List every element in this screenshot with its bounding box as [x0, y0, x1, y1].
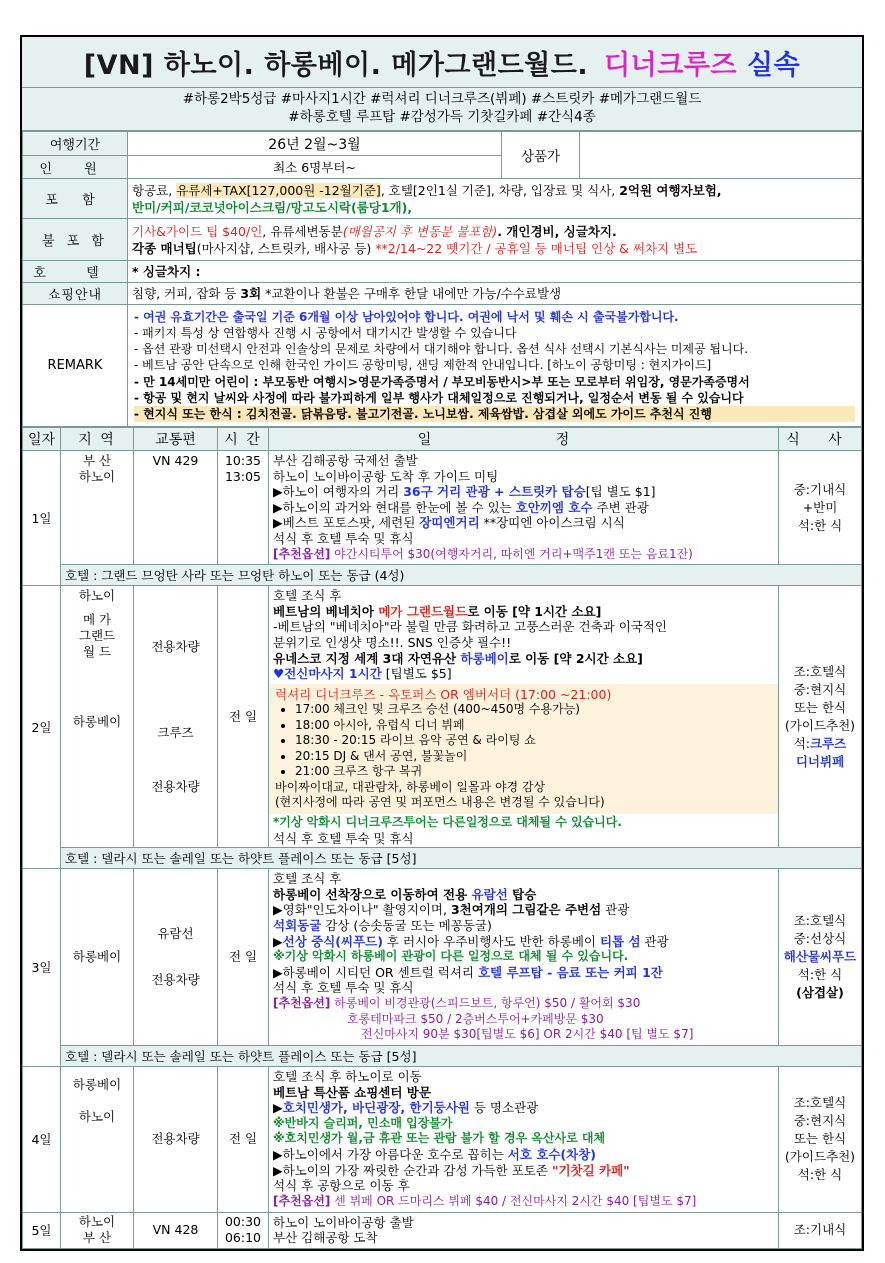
period-label: 여행기간 [23, 132, 128, 156]
header-day: 일자 [23, 428, 61, 451]
dinner-cruise-box: 럭셔리 디너크루즈 - 옥토퍼스 OR 엠버서더 (17:00 ~21:00) • 17:00 체크인 및 크루즈 승선 (400~450명 수용가능) • 18:00 아시아, 유럽식 디너 뷔페 • 18:30 - 20:15 라이브 음악 공연 & 라이팅 쇼 • 20:15 DJ & 댄서 공연, 불꽃놀이 • 21:00 크루즈 항구 복귀 바이짜이대교, 대관람차, 하롱베이 일몰과 야경 감상 (현지사정에 따라 공연 및 퍼포먼스 내용은 변경될 수 있습니다) [269, 684, 778, 814]
price-label: 상품가 [502, 132, 580, 179]
period-value: 26년 2월~3월 [128, 132, 502, 156]
itinerary-document [20, 35, 864, 1251]
day-number: 5일 [23, 1212, 61, 1248]
day-row [23, 586, 862, 848]
include-value: 항공료, 유류세+TAX[127,000원 -12월기준], 호텔[2인1실 기준], 차량, 입장료 및 식사, 2억원 여행자보험, 반미/커피/코코넛아이스크림/망고도시락(룸당1개), [128, 179, 862, 219]
title-cruise: 디너크루즈 [604, 49, 738, 81]
itinerary: 호텔 조식 후 베트남의 베네치아 메가 그랜드월드로 이동 [약 1시간 소요] -베트남의 "베네치아"라 불릴 만큼 화려하고 고풍스러운 건축과 이국적인 분위기로 인생샷 명소!!. SNS 인증샷 필수!! 유네스코 지정 세계 3대 자연유산 하롱베이로 이동 [약 2시간 소요] ♥전신마사지 1시간 [팁별도 $5] 럭셔리 디너크루즈 - 옥토퍼스 OR 엠버서더 (17:00 ~21:00) • 17:00 체크인 및 크루즈 승선 (400~450명 수용가능) • 18:00 아시아, 유럽식 디너 뷔페 • 18:30 - 20:15 라이브 음악 공연 & 라이팅 쇼 • 20:15 DJ & 댄서 공연, 불꽃놀이 • 21:00 크루즈 항구 복귀 바이짜이대교, 대관람차, 하롱베이 일몰과 야경 감상 (현지사정에 따라 공연 및 퍼포먼스 내용은 변경될 수 있습니다) *기상 악화시 디너크루즈투어는 다른일정으로 대체될 수 있습니다. 석식 후 호텔 투숙 및 휴식 [269, 586, 779, 848]
time: 전 일 [218, 869, 269, 1046]
remark-item: - 현지식 또는 한식 : 김치전골. 닭볶음탕. 불고기전골. 노니보쌈. 제육쌈밥. 삼겹살 외에도 가이드 추천식 진행 [134, 406, 855, 422]
time: 전 일 [218, 586, 269, 848]
remark-list [128, 305, 862, 427]
day-row [23, 451, 862, 565]
remark-item: - 베트남 공안 단속으로 인해 한국인 가이드 공항미팅, 샌딩 제한적 안내입니다. [하노이 공항미팅 : 현지가이드] [134, 358, 712, 373]
day-row [23, 869, 862, 1046]
remark-item: - 패키지 특성 상 연합행사 진행 시 공항에서 대기시간 발생할 수 있습니다 [134, 325, 517, 340]
hotel-row: 호텔 : 델라시 또는 솔레일 또는 하얏트 플레이스 또는 동급 [5성] [61, 848, 862, 869]
hotel-row: 호텔 : 델라시 또는 솔레일 또는 하얏트 플레이스 또는 동급 [5성] [61, 1045, 862, 1066]
region: 하롱베이 하노이 [61, 1066, 134, 1212]
remark-item: - 항공 및 현지 날씨와 사정에 따라 불가피하게 일부 행사가 대체일정으로 진행되거나, 일정순서 변동 될 수 있습니다 [134, 390, 744, 405]
meal: 조:호텔식 중:현지식 또는 한식 (가이드추천) 석:한 식 [779, 1066, 862, 1212]
itinerary: 호텔 조식 후 하롱베이 선착장으로 이동하여 전용 유람선 탑승 ▶영화"인도차이나" 촬영지이며, 3천여개의 그림같은 주변섬 관광 석회동굴 감상 (승솟동굴 또는 메꽁동굴) ▶선상 중식(씨푸드) 후 러시아 우주비행사도 반한 하롱베이 티톱 섬 관광 ※기상 악화시 하롱베이 관광이 다른 일정으로 대체 될 수 있습니다. ▶하롱베이 시티던 OR 센트럴 럭셔리 호텔 루프탑 - 음료 또는 커피 1잔 석식 후 호텔 투숙 및 휴식 [추천옵션] 하롱베이 비경관광(스피드보트, 항루언) $50 / 활어회 $30 호롱테마파크 $50 / 2층버스투어+카페방문 $30 전신마사지 90분 $30[팁별도 $6] OR 2시간 $40 [팁 별도 $7] [269, 869, 779, 1046]
day-number: 1일 [23, 451, 61, 586]
exclude-label: 불 포 함 [23, 219, 128, 261]
region: 하롱베이 [61, 869, 134, 1046]
info-table [22, 131, 862, 427]
day-row [23, 1212, 862, 1248]
people-value: 최소 6명부터~ [128, 156, 502, 179]
title-budget: 실속 [747, 49, 801, 81]
cruise-item: • 20:15 DJ & 댄서 공연, 불꽃놀이 [295, 749, 772, 765]
exclude-value: 기사&가이드 팁 $40/인, 유류세변동분(매월공지 후 변동분 불포함). 개인경비, 싱글차지. 각종 매너팁(마사지샵, 스트릿카, 배사공 등) **2/14~22 뗏기간 / 공휴일 등 매너팁 인상 & 써차지 별도 [128, 219, 862, 261]
meal: 조:호텔식 중:선상식 해산물씨푸드 석:한 식 (삼겹살) [779, 869, 862, 1046]
region: 하노이 메 가 그랜드 월 드 하롱베이 [61, 586, 134, 848]
itinerary: 부산 김해공항 국제선 출발 하노이 노이바이공항 도착 후 가이드 미팅 ▶하노이 여행자의 거리 36구 거리 관광 + 스트릿카 탑승[팁 별도 $1] ▶하노이의 과거와 현대를 한눈에 볼 수 있는 호안끼엠 호수 주변 관광 ▶베스트 포토스팟, 세련된 장띠엔거리 **장띠엔 아이스크림 시식 석식 후 호텔 투숙 및 휴식 [추천옵션] 야간시티투어 $30(여행자거리, 따히엔 거리+맥주1캔 또는 음료1잔) [269, 451, 779, 565]
price-value [580, 132, 862, 179]
header-meal: 식 사 [779, 428, 862, 451]
cruise-item: • 21:00 크루즈 항구 복귀 [295, 764, 772, 780]
transport: VN 428 [134, 1212, 218, 1248]
transport: VN 429 [134, 451, 218, 565]
time: 전 일 [218, 1066, 269, 1212]
remark-item: - 여권 유효기간은 출국일 기준 6개월 이상 남아있어야 합니다. 여권에 낙서 및 훼손 시 출국불가합니다. [134, 309, 679, 324]
hotel-row: 호텔 : 그랜드 므엉탄 사라 또는 므엉탄 하노이 또는 동급 (4성) [61, 565, 862, 586]
hashtag-line: #하롱호텔 루프탑 #감성가득 기찻길카페 #간식4종 [288, 109, 596, 125]
shopping-label: 쇼핑안내 [23, 283, 128, 305]
region: 하노이 부 산 [61, 1212, 134, 1248]
hashtags [22, 88, 862, 131]
header-itinerary: 일 정 [269, 428, 779, 451]
transport: 유람선 전용차량 [134, 869, 218, 1046]
remark-item: - 만 14세미만 어린이 : 부모동반 여행시>영문가족증명서 / 부모비동반시>부 또는 모로부터 위임장, 영문가족증명서 [134, 374, 750, 389]
cruise-item: • 18:00 아시아, 유럽식 디너 뷔페 [295, 718, 772, 734]
day-row [23, 1066, 862, 1212]
cruise-item: • 17:00 체크인 및 크루즈 승선 (400~450명 수용가능) [295, 702, 772, 718]
region: 부 산 하노이 [61, 451, 134, 565]
title-main: [VN] 하노이. 하롱베이. 메가그랜드월드. [83, 49, 589, 81]
day-number: 4일 [23, 1066, 61, 1212]
itinerary: 호텔 조식 후 하노이로 이동 베트남 특산품 쇼핑센터 방문 ▶호치민생가, 바딘광장, 한기둥사원 등 명소관광 ※반바지 슬리퍼, 민소매 입장불가 ※호치민생가 월,금 휴관 또는 관람 불가 할 경우 옥산사로 대체 ▶하노이에서 가장 아름다운 호수로 꼽히는 서호 호수(차창) ▶하노이의 가장 짜릿한 순간과 감성 가득한 포토존 "기찻길 카페" 석식 후 공항으로 이동 후 [추천옵션] 센 뷔페 OR 드마리스 뷔페 $40 / 전신마사지 2시간 $40 [팁별도 $7] [269, 1066, 779, 1212]
hotel-label: 호 텔 [23, 261, 128, 283]
cruise-item: • 18:30 - 20:15 라이브 음악 공연 & 라이팅 쇼 [295, 733, 772, 749]
meal: 조:기내식 [779, 1212, 862, 1248]
time: 00:30 06:10 [218, 1212, 269, 1248]
header-time: 시 간 [218, 428, 269, 451]
day-number: 2일 [23, 586, 61, 869]
meal: 조:호텔식 중:현지식 또는 한식 (가이드추천) 석:크루즈 디너뷔페 [779, 586, 862, 848]
shopping-value: 침향, 커피, 잡화 등 3회 *교환이나 환불은 구매후 한달 내에만 가능/수수료발생 [128, 283, 862, 305]
transport: 전용차량 [134, 1066, 218, 1212]
remark-label: REMARK [23, 305, 128, 427]
people-label: 인 원 [23, 156, 128, 179]
remark-item: - 옵션 관광 미선택시 안전과 인솔상의 문제로 차량에서 대기해야 합니다. 옵션 식사 선택시 기본식사는 미제공 됩니다. [134, 342, 749, 357]
page-title [22, 37, 862, 88]
hashtag-line: #하롱2박5성급 #마사지1시간 #럭셔리 디너크루즈(뷔페) #스트릿카 #메가그랜드월드 [182, 91, 702, 107]
time: 10:35 13:05 [218, 451, 269, 565]
schedule-table [22, 427, 862, 1249]
header-region: 지 역 [61, 428, 134, 451]
hotel-value: * 싱글차지 : [128, 261, 862, 283]
header-transport: 교통편 [134, 428, 218, 451]
itinerary: 하노이 노이바이공항 출발 부산 김해공항 도착 [269, 1212, 779, 1248]
day-number: 3일 [23, 869, 61, 1067]
meal: 중:기내식 +반미 석:한 식 [779, 451, 862, 565]
transport: 전용차량 크루즈 전용차량 [134, 586, 218, 848]
include-label: 포 함 [23, 179, 128, 219]
